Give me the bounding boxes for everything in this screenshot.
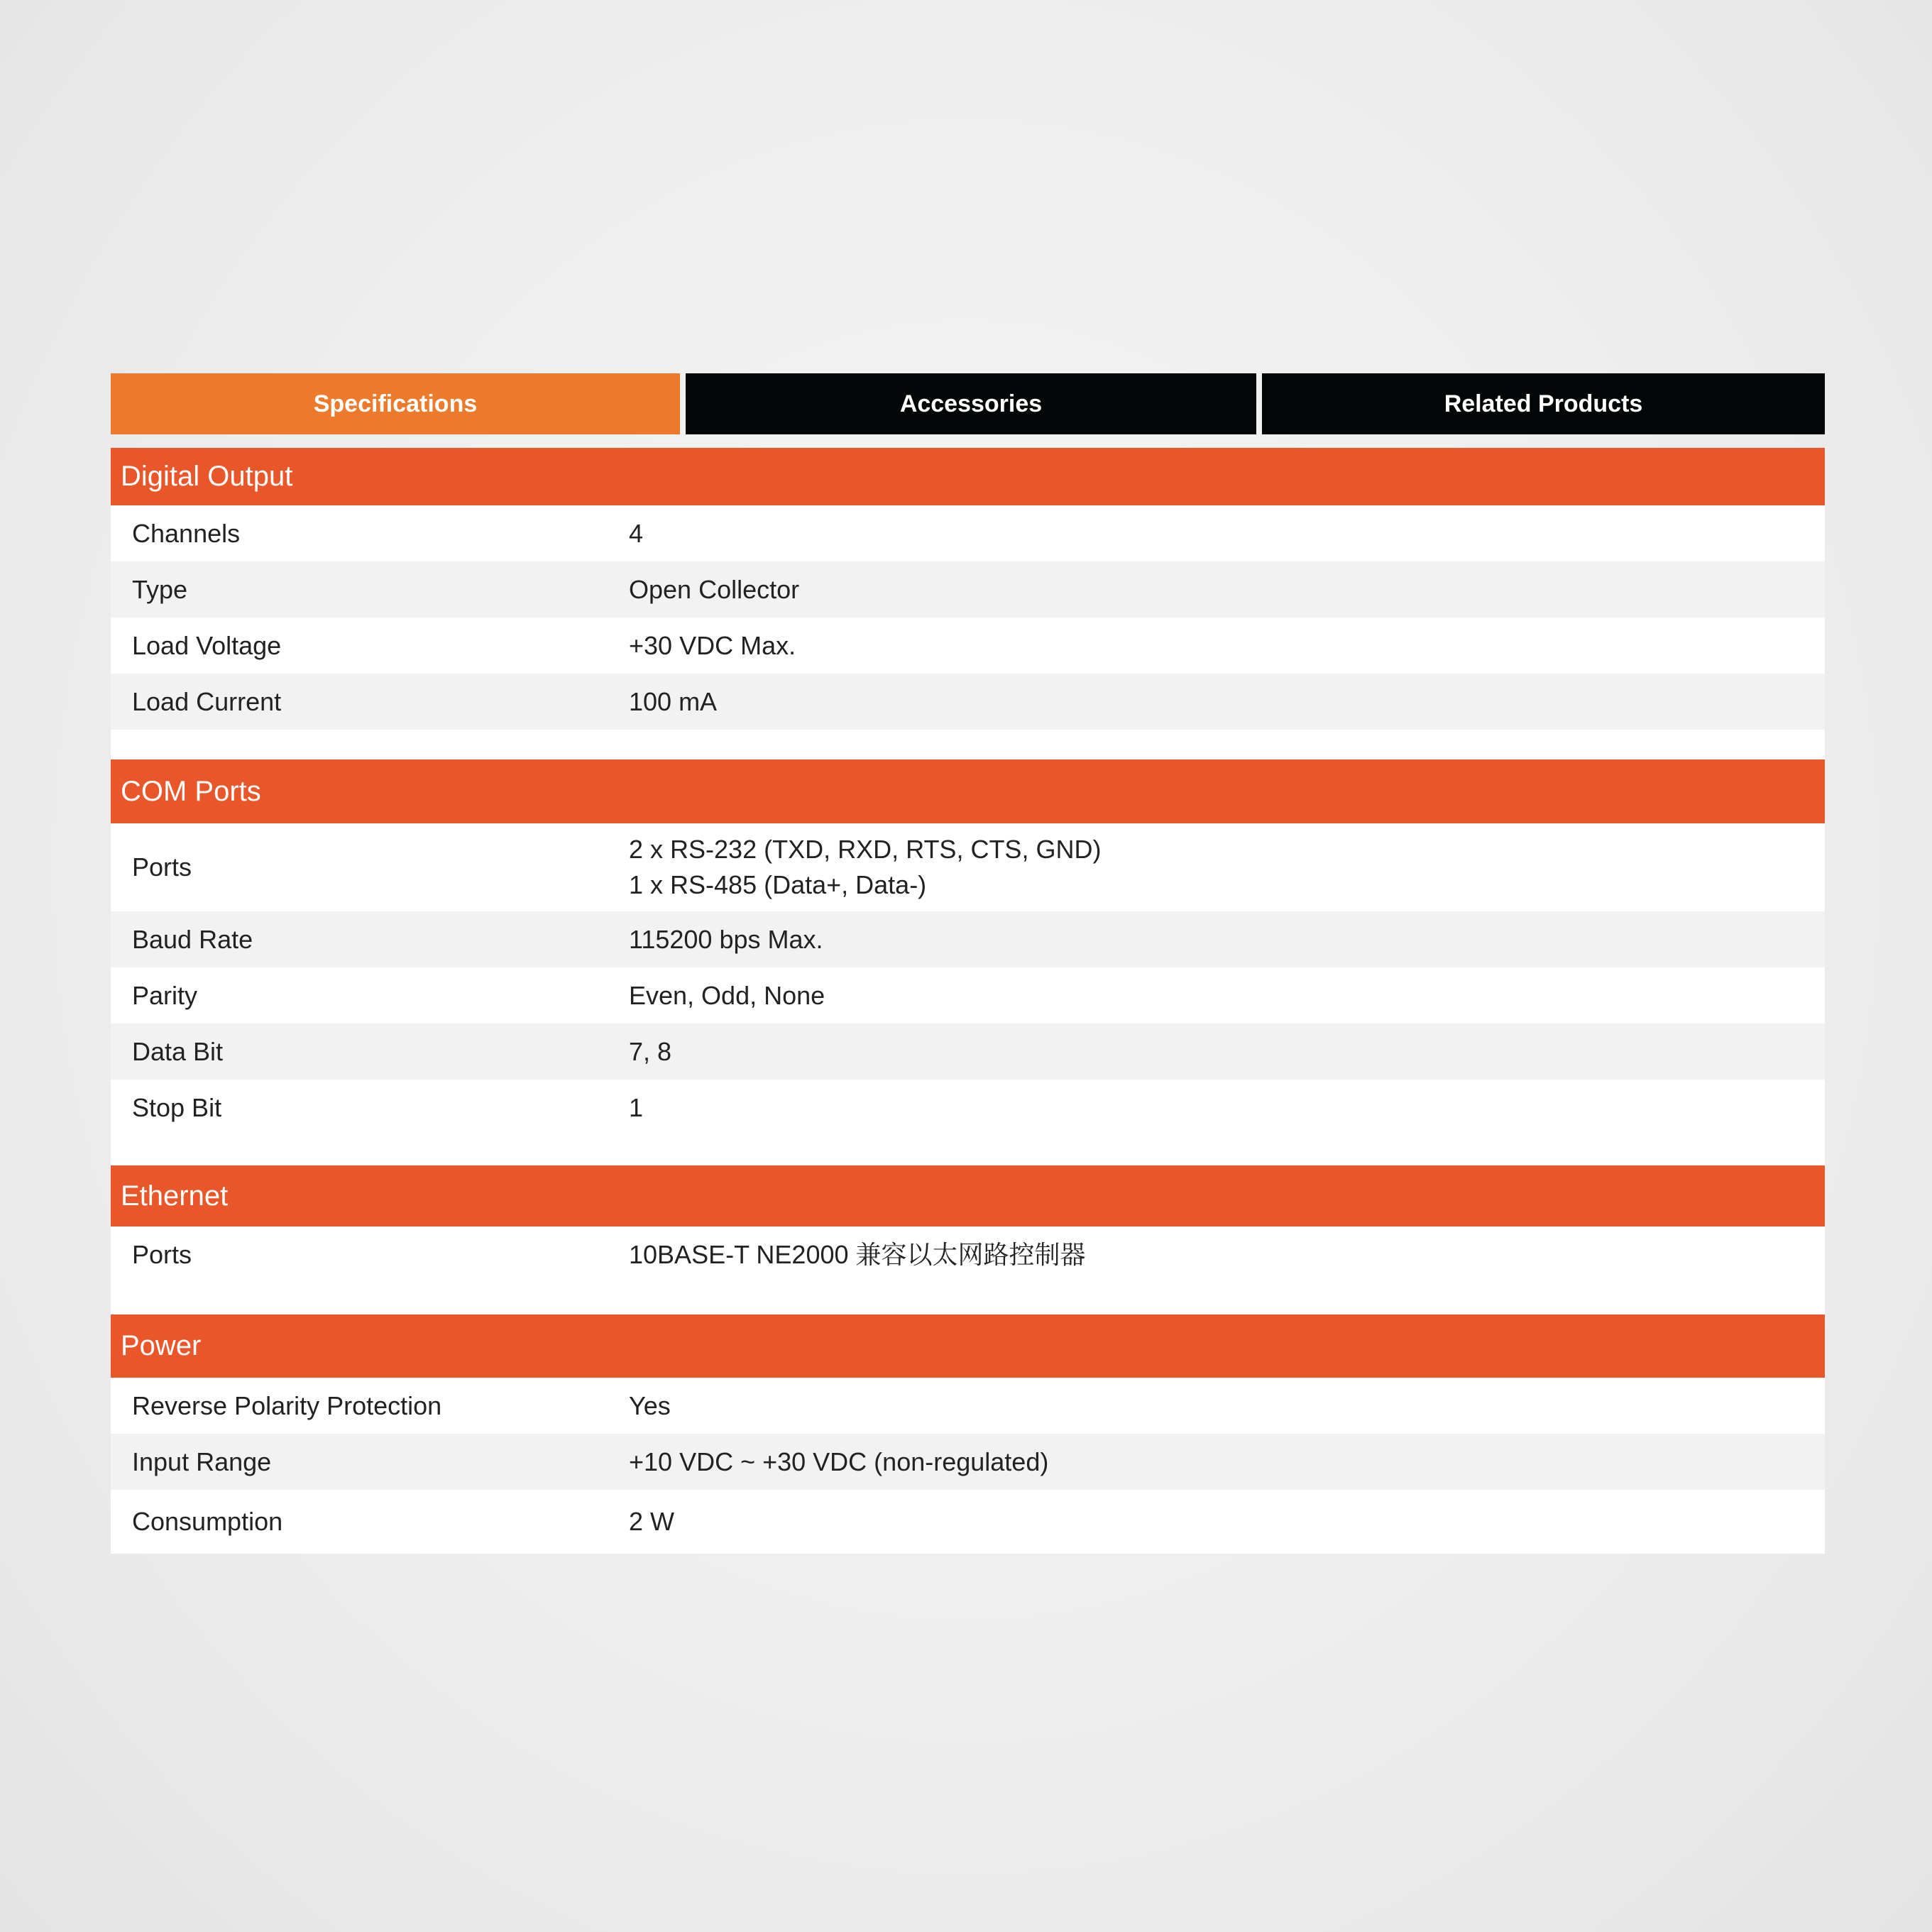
spec-value: +30 VDC Max. [629, 630, 796, 660]
spec-label: Data Bit [132, 1036, 224, 1066]
spec-value: 7, 8 [629, 1036, 672, 1066]
spec-row [111, 1490, 1825, 1554]
spec-row [111, 911, 1825, 967]
spec-value: Yes [629, 1390, 671, 1420]
tab-accessories[interactable]: Accessories [686, 373, 1256, 434]
spec-value-line: 1 x RS-485 (Data+, Data-) [629, 870, 927, 899]
section-header-power: Power [111, 1314, 1825, 1378]
section-spacer [111, 1136, 1825, 1165]
spec-value [629, 832, 1825, 903]
spec-panel [111, 373, 1825, 1554]
spec-value-line: 2 x RS-232 (TXD, RXD, RTS, CTS, GND) [629, 835, 1102, 864]
spec-value: Even, Odd, None [629, 980, 825, 1010]
spec-label: Ports [132, 852, 192, 882]
spec-label: Parity [132, 980, 198, 1010]
tab-bar [111, 373, 1825, 434]
section-header-com-ports: COM Ports [111, 759, 1825, 823]
spec-label: Stop Bit [132, 1092, 222, 1122]
spec-value: 10BASE-T NE2000 兼容以太网路控制器 [629, 1239, 1086, 1269]
spec-value: 115200 bps Max. [629, 924, 823, 954]
spec-label: Load Current [132, 686, 282, 716]
spec-value: Open Collector [629, 574, 800, 604]
spec-label: Input Range [132, 1447, 272, 1476]
tab-specifications[interactable]: Specifications [111, 373, 680, 434]
section-header-digital-output: Digital Output [111, 448, 1825, 505]
spec-value: 4 [629, 518, 644, 548]
spec-row [111, 561, 1825, 618]
spec-label: Load Voltage [132, 630, 282, 660]
spec-row [111, 618, 1825, 674]
spec-row [111, 1226, 1825, 1283]
spec-label: Reverse Polarity Protection [132, 1390, 442, 1420]
spec-row [111, 674, 1825, 730]
spec-value: +10 VDC ~ +30 VDC (non-regulated) [629, 1447, 1049, 1476]
spec-label: Channels [132, 518, 241, 548]
spec-row [111, 967, 1825, 1023]
spec-label: Ports [132, 1239, 192, 1269]
spec-value: 2 W [629, 1507, 675, 1536]
tab-related-products[interactable]: Related Products [1262, 373, 1825, 434]
spec-row [111, 823, 1825, 911]
spec-row [111, 1080, 1825, 1136]
spec-row [111, 1023, 1825, 1080]
section-header-ethernet: Ethernet [111, 1165, 1825, 1226]
spec-value: 1 [629, 1092, 644, 1122]
spec-row [111, 1434, 1825, 1490]
spec-label: Type [132, 574, 188, 604]
section-spacer [111, 1283, 1825, 1314]
spec-label: Baud Rate [132, 924, 253, 954]
section-spacer [111, 730, 1825, 759]
spec-label: Consumption [132, 1507, 283, 1536]
spec-row [111, 1378, 1825, 1434]
spec-value: 100 mA [629, 686, 718, 716]
spec-row [111, 505, 1825, 561]
